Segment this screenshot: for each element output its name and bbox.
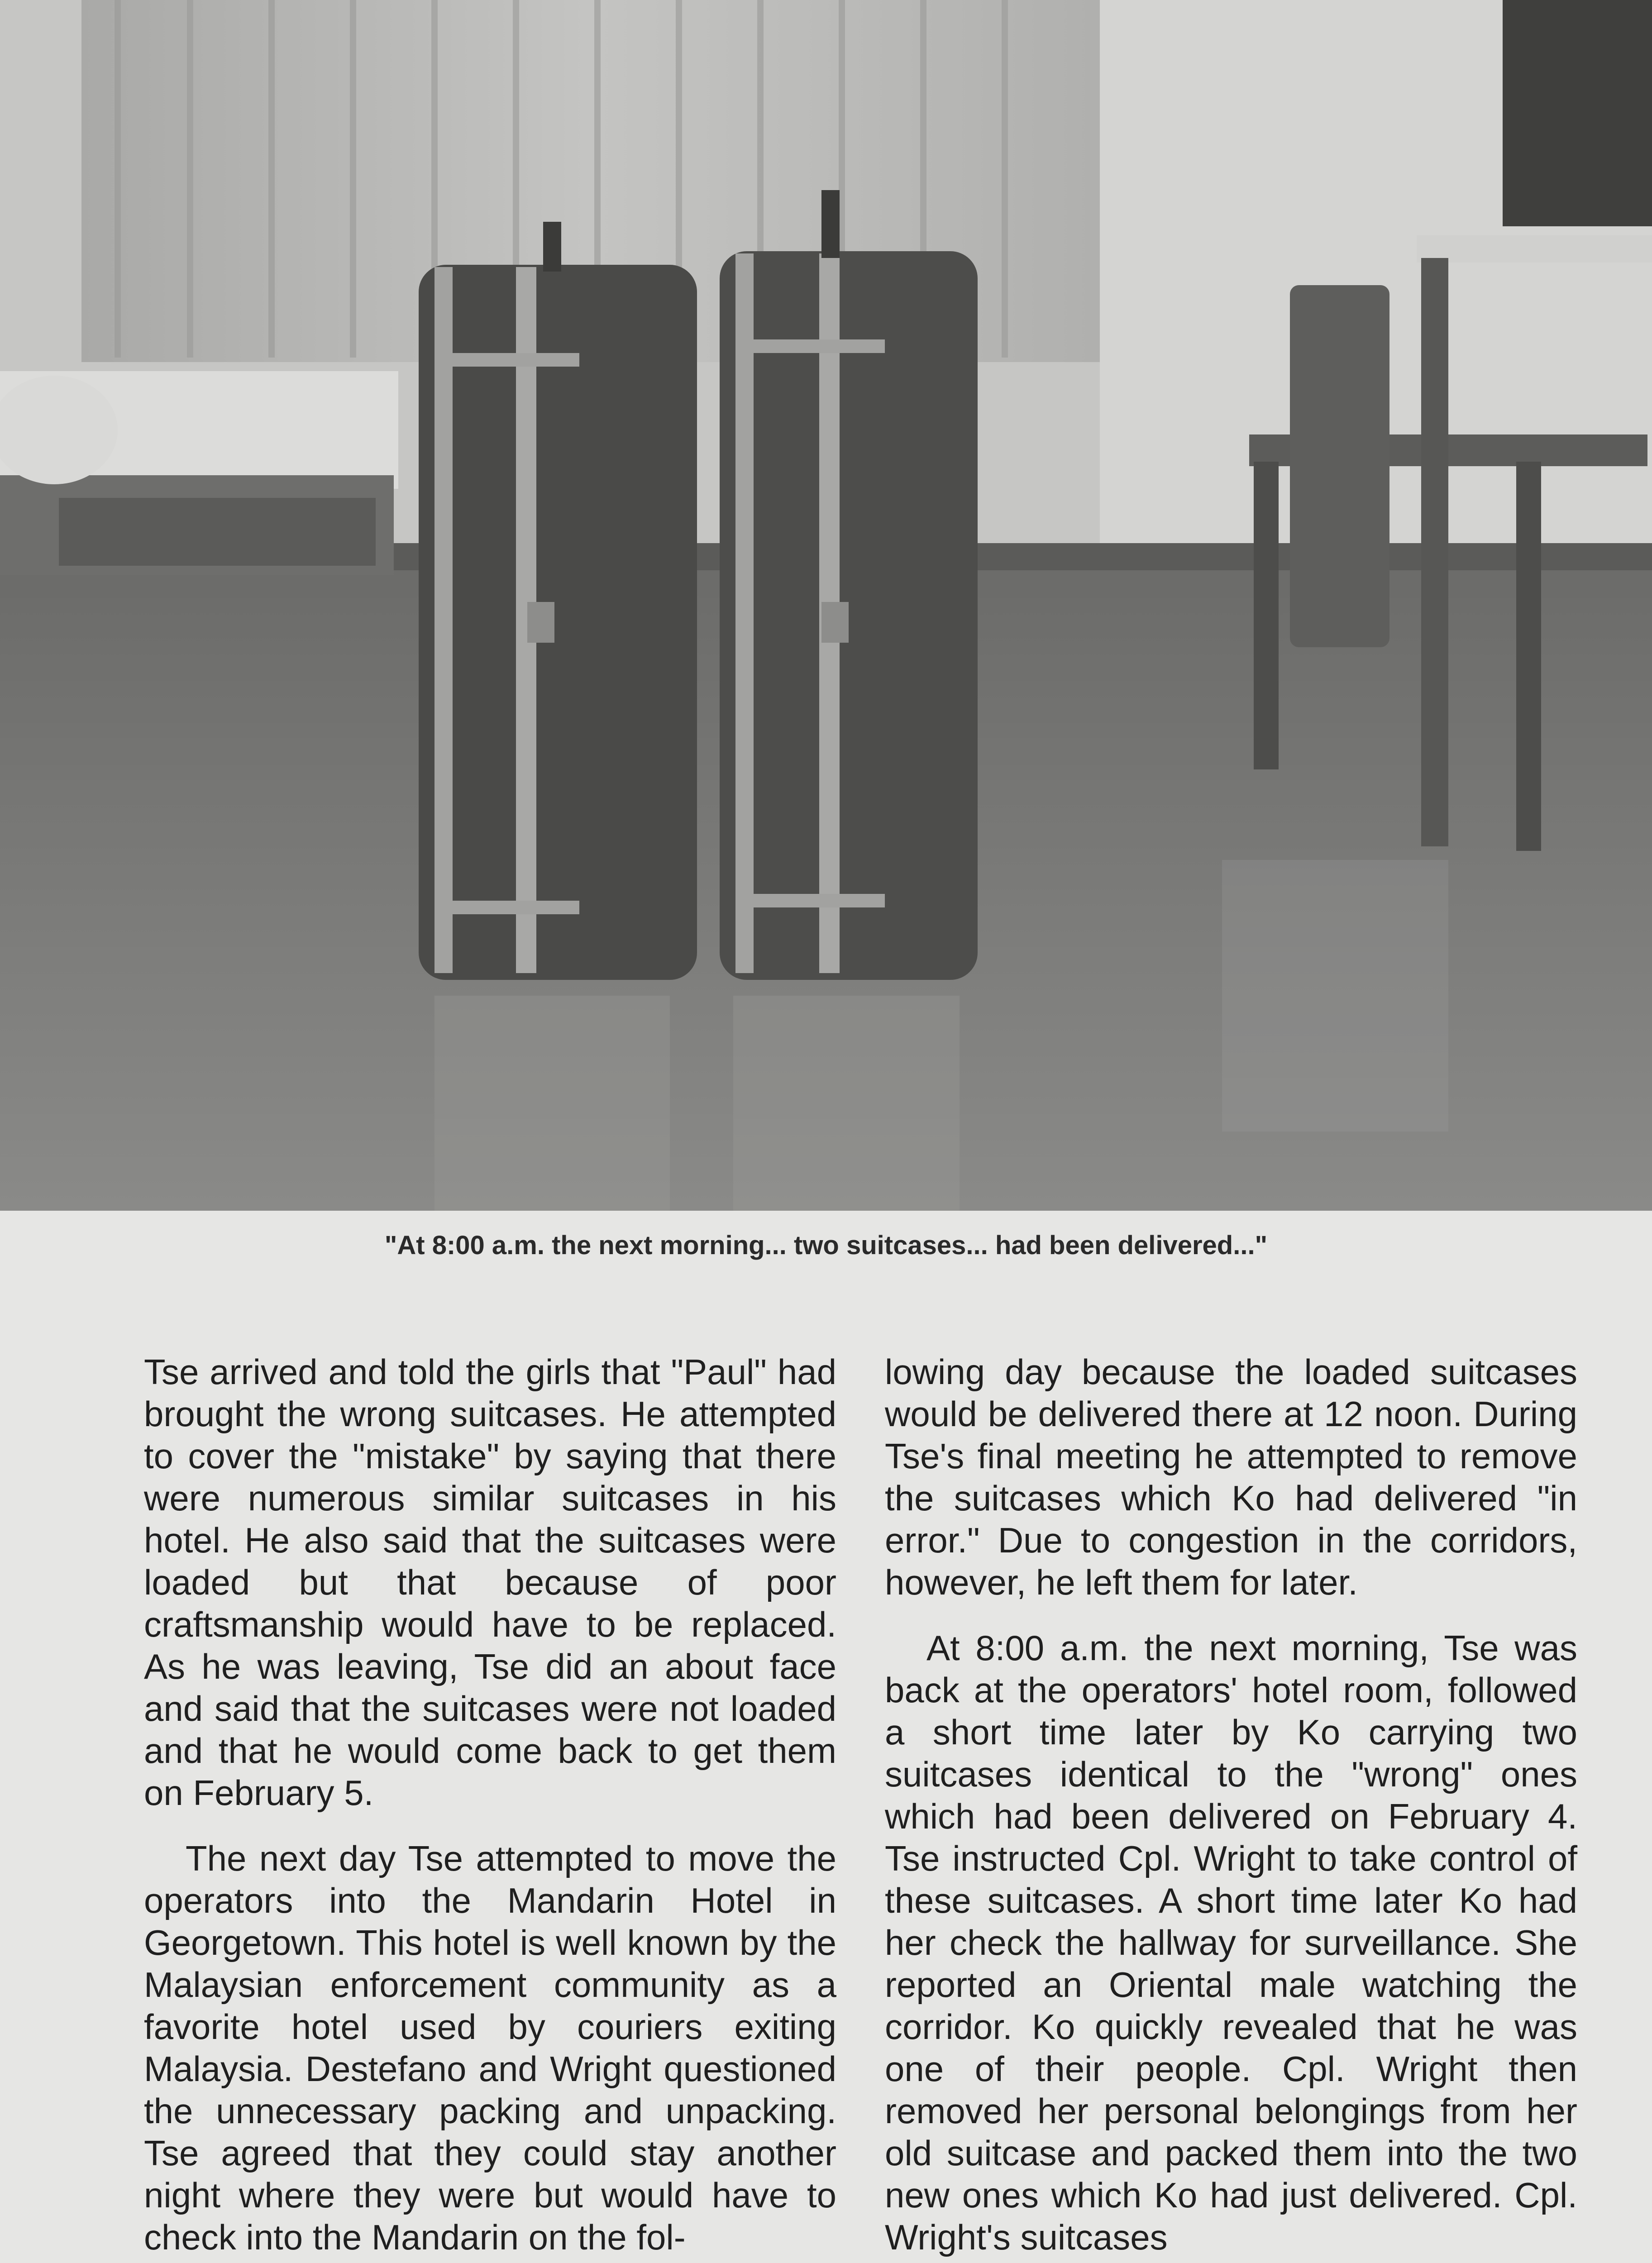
right-column — [885, 1351, 1577, 2263]
left-column — [144, 1351, 836, 2263]
paragraph: At 8:00 a.m. the next morning, Tse was back at the operators' hotel room, followed a short time later by Ko carrying two suitcases identical to the "wrong" ones which had been delivered on February 4. Tse instructed Cpl. Wright to take control of these suitcases. A short time later Ko had her check the hallway for surveillance. She reported an Oriental male watching the corridor. Ko quickly revealed that he was one of their people. Cpl. Wright then removed her personal belongings from her old suitcase and packed them into the two new ones which Ko had just delivered. Cpl. Wright's suitcases — [885, 1628, 1577, 2257]
paragraph: The next day Tse attempted to move the operators into the Mandarin Hotel in Georgetown. This hotel is well known by the Malaysian enforcement community as a favorite hotel used by couriers exiting Malaysia. Destefano and Wright questioned the unnecessary packing and unpacking. Tse agreed that they could stay another night where they were but would have to check into the Mandarin on the fol- — [144, 1838, 836, 2257]
photo-caption: "At 8:00 a.m. the next morning... two suitcases... had been delivered..." — [384, 1231, 1268, 1260]
paragraph: lowing day because the loaded suitcases would be delivered there at 12 noon. During Tse's final meeting he attempted to remove the suitcases which Ko had delivered "in error." Due to congestion in the corridors, however, he left them for later. — [885, 1352, 1577, 1602]
paragraph: Tse arrived and told the girls that "Paul" had brought the wrong suitcases. He attempted to cover the "mistake" by saying that there were numerous similar suitcases in his hotel. He also said that the suitcases were loaded but that because of poor craftsmanship would have to be replaced. As he was leaving, Tse did an about face and said that the suitcases were not loaded and that he would come back to get them on February 5. — [144, 1352, 836, 1813]
